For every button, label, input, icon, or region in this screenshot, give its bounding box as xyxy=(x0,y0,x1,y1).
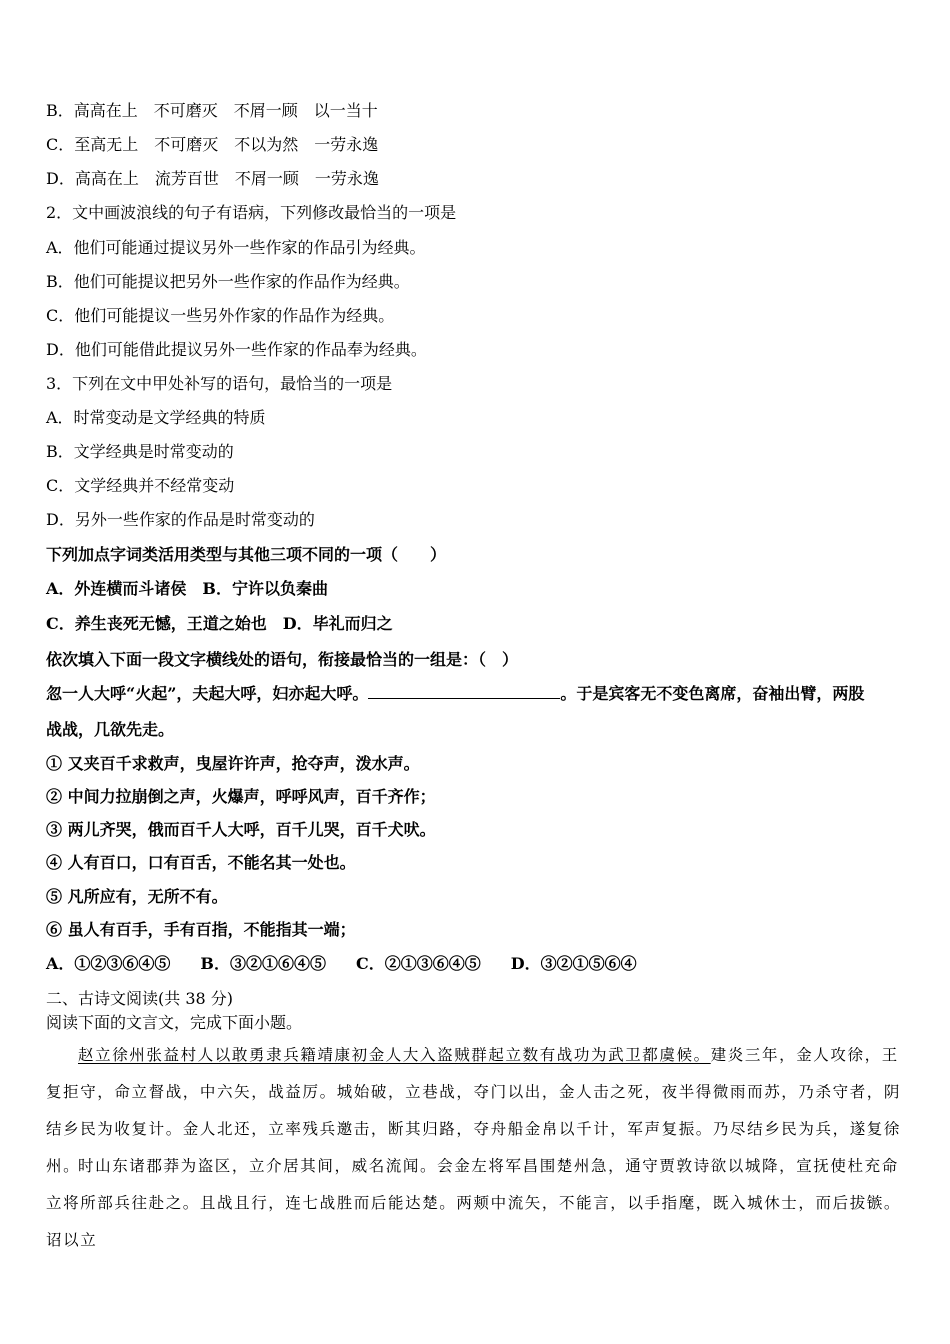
q5-passage-before: 忽一人大呼“火起”，夫起大呼，妇亦起大呼。 xyxy=(46,684,369,703)
q2-option-b: B．他们可能提议把另外一些作家的作品作为经典。 xyxy=(46,272,410,291)
q2-option-d: D．他们可能借此提议另外一些作家的作品奉为经典。 xyxy=(46,340,427,359)
q4-option-a: A．外连横而斗诸侯 xyxy=(46,579,187,598)
q5-passage-line2: 战战，几欲先走。 xyxy=(46,720,175,739)
q1-option-c: C．至高无上 不可磨灭 不以为然 一劳永逸 xyxy=(46,135,379,154)
q5-item-6: ⑥ 虽人有百手，手有百指，不能指其一端； xyxy=(46,920,356,939)
q5-item-2: ② 中间力拉崩倒之声，火爆声，呼呼风声，百千齐作； xyxy=(46,787,436,806)
section-title: 二、古诗文阅读(共 38 分) xyxy=(46,989,234,1008)
q5-options xyxy=(46,954,667,974)
wavy-underlined-sentence: 赵立徐州张益村人以敢勇隶兵籍靖康初金人大入盗贼群起立数有战功为武卫都虞候。 xyxy=(78,1046,711,1064)
passage-paragraph-1-text: 建炎三年，金人攻徐，王复拒守，命立督战，中六矢，战益厉。城始破，立巷战，夺门以出，金人击之死，夜半得微雨而苏，乃杀守者，阴结乡民为收复计。金人北还，立率残兵邀击，断其归路，夺舟船金帛以千计，军声复振。乃尽结乡民为兵，遂复徐州。 xyxy=(46,1046,902,1175)
q5-option-a: A．①②③⑥④⑤ xyxy=(46,954,171,973)
q3-option-b: B．文学经典是时常变动的 xyxy=(46,442,234,461)
q5-item-4: ④ 人有百口，口有百舌，不能名其一处也。 xyxy=(46,853,356,872)
q4-options-ab xyxy=(46,579,328,599)
q3-option-d: D．另外一些作家的作品是时常变动的 xyxy=(46,510,315,529)
q4-stem: 下列加点字词类活用类型与其他三项不同的一项（ ） xyxy=(46,545,447,564)
section-instruction: 阅读下面的文言文，完成下面小题。 xyxy=(46,1013,303,1032)
q5-option-d: D．③②①⑤⑥④ xyxy=(510,954,637,973)
q2-option-a: A．他们可能通过提议另外一些作家的作品引为经典。 xyxy=(46,238,426,257)
q5-option-c: C．②①③⑥④⑤ xyxy=(355,954,481,973)
q3-option-c: C．文学经典并不经常变动 xyxy=(46,476,235,495)
q1-option-d: D．高高在上 流芳百世 不屑一顾 一劳永逸 xyxy=(46,169,379,188)
q4-option-b: B．宁许以负秦曲 xyxy=(202,579,328,598)
q5-option-b: B．③②①⑥④⑤ xyxy=(200,954,326,973)
q4-option-c: C．养生丧死无憾，王道之始也 xyxy=(46,614,267,633)
q5-item-5: ⑤ 凡所应有，无所不有。 xyxy=(46,887,228,906)
q5-item-1: ① 又夹百千求救声，曳屋许许声，抢夺声，泼水声。 xyxy=(46,754,420,773)
q2-stem: 2．文中画波浪线的句子有语病，下列修改最恰当的一项是 xyxy=(46,203,457,222)
q3-stem: 3．下列在文中甲处补写的语句，最恰当的一项是 xyxy=(46,374,393,393)
q4-options-cd xyxy=(46,614,393,634)
q5-passage-line1 xyxy=(46,684,864,704)
fill-in-blank xyxy=(368,684,560,699)
q1-option-b: B．高高在上 不可磨灭 不屑一顾 以一当十 xyxy=(46,101,378,120)
q5-item-3: ③ 两儿齐哭，俄而百千人大呼，百千儿哭，百千犬吠。 xyxy=(46,820,436,839)
q5-stem: 依次填入下面一段文字横线处的语句，衔接最恰当的一组是：（ ） xyxy=(46,650,519,669)
q5-passage-after: 。于是宾客无不变色离席，奋袖出臂，两股 xyxy=(560,684,865,703)
q4-option-d: D．毕礼而归之 xyxy=(282,614,393,633)
q2-option-c: C．他们可能提议一些另外作家的作品作为经典。 xyxy=(46,306,395,325)
q3-option-a: A．时常变动是文学经典的特质 xyxy=(46,408,266,427)
passage-paragraph-2: 时山东诸郡莽为盗区，立介居其间，威名流闻。会金左将军昌围楚州急，通守贾敦诗欲以城降，宣抚使杜充命立将所部兵往赴之。且战且行，连七战胜而后能达楚。两颊中流矢，不能言，以手指麾，既入城休士，而后拔镞。诏以立 xyxy=(46,1157,902,1249)
